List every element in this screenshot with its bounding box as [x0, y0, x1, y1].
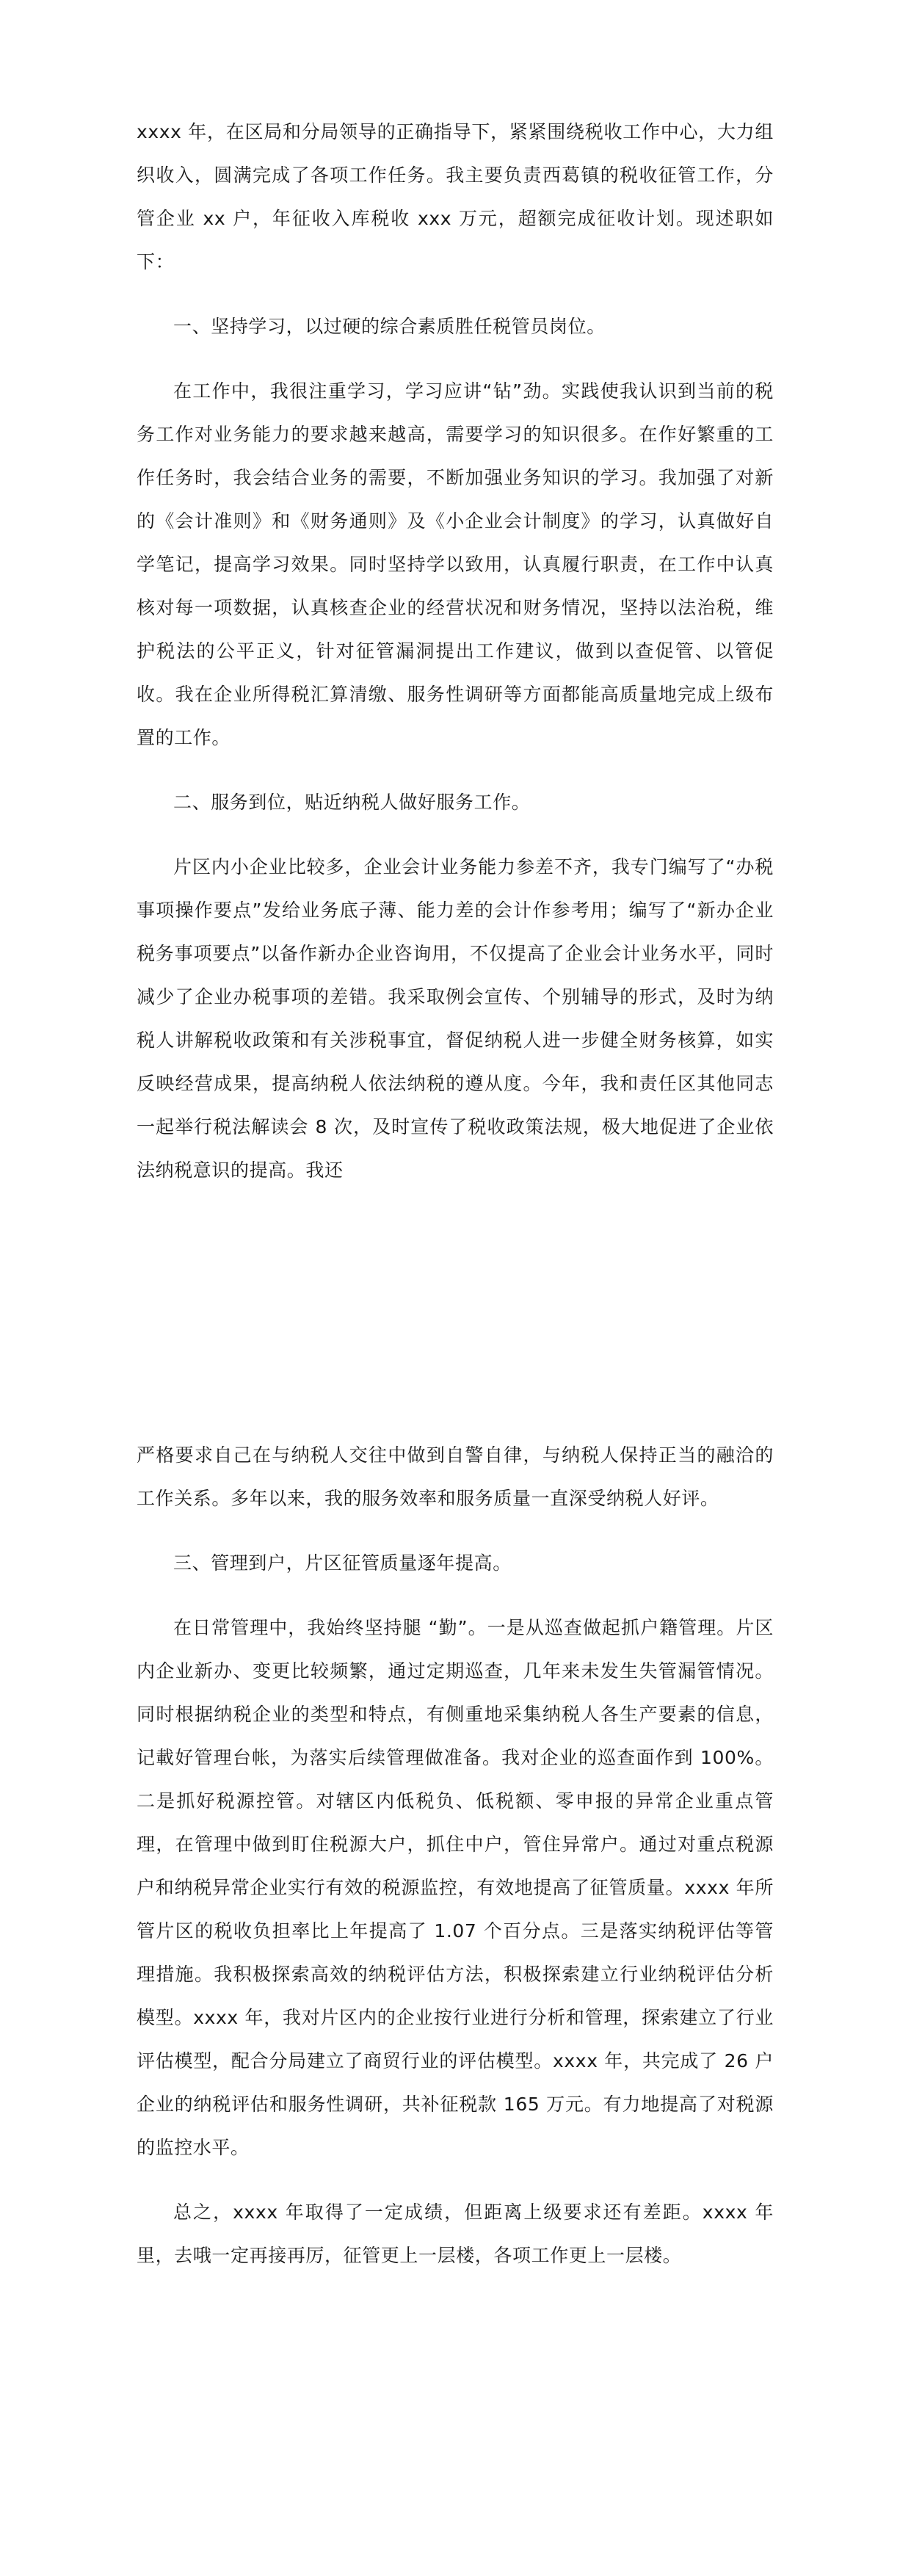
section-paragraph-1: 在工作中，我很注重学习，学习应讲“钻”劲。实践使我认识到当前的税务工作对业务能力的要求越来越高，需要学习的知识很多。在作好繁重的工作任务时，我会结合业务的需要，不断加强业务知识的学习。我加强了对新的《会计准则》和《财务通则》及《小企业会计制度》的学习，认真做好自学笔记，提高学习效果。同时坚持学以致用，认真履行职责，在工作中认真核对每一项数据，认真核查企业的经营状况和财务情况，坚持以法治税，维护税法的公平正义，针对征管漏洞提出工作建议，做到以查促管、以管促收。我在企业所得税汇算清缴、服务性调研等方面都能高质量地完成上级布置的工作。	[137, 380, 774, 748]
intro-paragraph: xxxx 年，在区局和分局领导的正确指导下，紧紧围绕税收工作中心，大力组织收入，圆满完成了各项工作任务。我主要负责西葛镇的税收征管工作，分管企业 xx 户，年征收入库税收 xxx 万元，超额完成征收计划。现述职如下：	[137, 121, 774, 272]
conclusion-paragraph: 总之，xxxx 年取得了一定成绩，但距离上级要求还有差距。xxxx 年里，去哦一定再接再厉，征管更上一层楼，各项工作更上一层楼。	[137, 2201, 774, 2266]
section-paragraph-2-continued: 严格要求自己在与纳税人交往中做到自警自律，与纳税人保持正当的融洽的工作关系。多年以来，我的服务效率和服务质量一直深受纳税人好评。	[137, 1444, 774, 1509]
section-heading-2: 二、服务到位，贴近纳税人做好服务工作。	[173, 792, 531, 813]
text-block-upper	[137, 110, 774, 1192]
text-block-lower	[137, 1433, 774, 2277]
section-heading-3: 三、管理到户，片区征管质量逐年提高。	[173, 1552, 512, 1574]
section-heading-1: 一、坚持学习，以过硬的综合素质胜任税管员岗位。	[173, 316, 606, 337]
section-paragraph-3: 在日常管理中，我始终坚持腿 “勤”。一是从巡查做起抓户籍管理。片区内企业新办、变更比较频繁，通过定期巡查，几年来未发生失管漏管情况。同时根据纳税企业的类型和特点，有侧重地采集纳税人各生产要素的信息，记載好管理台帐，为落实后续管理做准备。我对企业的巡查面作到 100%。二是抓好税源控管。对辖区内低税负、低税额、零申报的异常企业重点管理，在管理中做到盯住税源大户，抓住中户，管住异常户。通过对重点税源户和纳税异常企业实行有效的税源监控，有效地提高了征管质量。xxxx 年所管片区的税收负担率比上年提高了 1.07 个百分点。三是落实纳税评估等管理措施。我积极探索高效的纳税评估方法，积极探索建立行业纳税评估分析模型。xxxx 年，我对片区内的企业按行业进行分析和管理，探索建立了行业评估模型，配合分局建立了商贸行业的评估模型。xxxx 年，共完成了 26 户企业的纳税评估和服务性调研，共补征税款 165 万元。有力地提高了对税源的监控水平。	[137, 1617, 774, 2158]
section-paragraph-2: 片区内小企业比较多，企业会计业务能力参差不齐，我专门编写了“办税事项操作要点”发给业务底子薄、能力差的会计作参考用；编写了“新办企业税务事项要点”以备作新办企业咨询用，不仅提高了企业会计业务水平，同时减少了企业办税事项的差错。我采取例会宣传、个别辅导的形式，及时为纳税人讲解税收政策和有关涉税事宜，督促纳税人进一步健全财务核算，如实反映经营成果，提高纳税人依法纳税的遵从度。今年，我和责任区其他同志一起举行税法解读会 8 次，及时宣传了税收政策法规，极大地促进了企业依法纳税意识的提高。我还	[137, 856, 774, 1181]
